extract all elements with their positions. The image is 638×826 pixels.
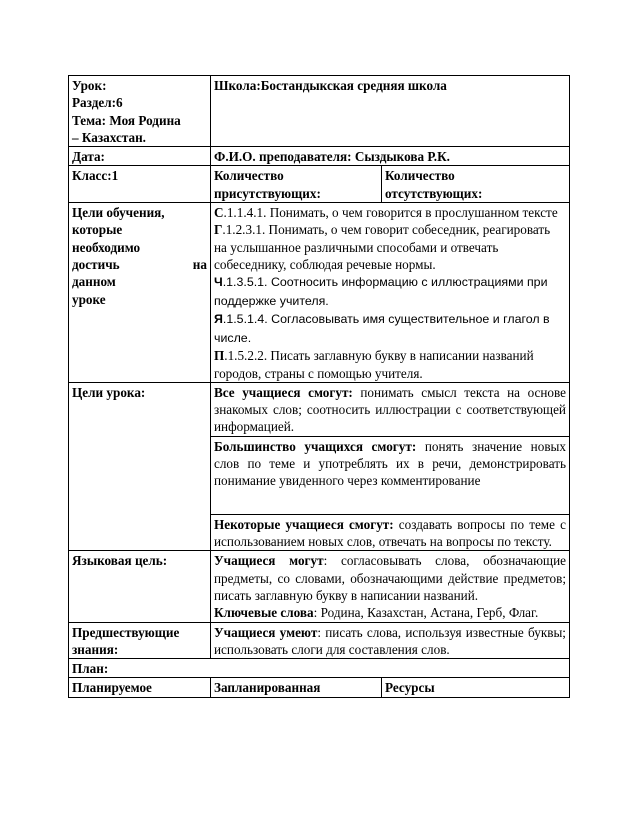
prior-knowledge-text: : писать слова, используя известные буквы; использовать слоги для составления слов.	[214, 624, 566, 657]
language-goal-row	[69, 551, 570, 622]
prior-knowledge-row	[69, 622, 570, 659]
goals-all-students	[211, 382, 570, 436]
goals-some-heading: Некоторые учащиеся смогут:	[214, 516, 394, 532]
goals-most-students	[211, 436, 570, 514]
plan-header-row	[69, 678, 570, 697]
learning-goals-label-6: уроке	[72, 291, 106, 307]
goals-all-text: понимать смысл текста на основе знакомых слов; соотносить иллюстрации с соответствующей информацией.	[214, 384, 567, 435]
learning-goals-content	[211, 203, 570, 383]
goal-item-writing	[214, 347, 566, 382]
language-goal-label: Языковая цель:	[69, 551, 211, 622]
learning-goals-label-1: Цели обучения,	[72, 205, 165, 221]
lesson-plan-table	[68, 75, 570, 698]
goal-text: .1.3.5.1. Соотносить информацию с иллюстрациями при поддержке учителя.	[214, 275, 548, 308]
goal-item-listening	[214, 204, 566, 221]
present-line-2: присутствующих:	[214, 185, 321, 201]
goals-some-students	[211, 514, 570, 551]
school-cell	[211, 76, 570, 147]
header-row	[69, 76, 570, 147]
learning-goals-label-3: необходимо	[72, 239, 141, 255]
learning-goals-label-4b: на	[192, 256, 207, 272]
goal-text: .1.2.3.1. Понимать, о чем говорит собеседник, реагировать на услышанное различными способами и отвечать собеседнику, соблюдая речевые нормы.	[214, 222, 551, 272]
plan-label: План:	[69, 659, 570, 678]
goal-code: Г	[214, 222, 223, 238]
absent-count-cell	[382, 166, 570, 203]
present-line-1: Количество	[214, 168, 284, 184]
topic-line-1: Тема: Моя Родина	[72, 112, 181, 128]
goal-text: .1.5.1.4. Согласовывать имя существительное и глагол в числе.	[214, 312, 550, 345]
learning-goals-label-5: данном	[72, 274, 116, 290]
learning-goals-label	[69, 203, 211, 383]
goal-item-reading	[214, 273, 566, 310]
prior-knowledge-content	[211, 622, 570, 659]
prior-knowledge-label	[69, 622, 211, 659]
school-name: Школа:Бостандыкская средняя школа	[214, 78, 447, 93]
present-count-cell	[211, 166, 382, 203]
plan-row	[69, 659, 570, 678]
topic-line-2: – Казахстан.	[72, 129, 146, 145]
goal-item-speaking	[214, 221, 566, 273]
prior-knowledge-label-1: Предшествующие	[72, 624, 180, 640]
goal-code: С	[214, 205, 224, 221]
language-goal-students-heading: Учащиеся могут	[214, 553, 324, 569]
absent-line-2: отсутствующих:	[385, 185, 483, 201]
goals-most-heading: Большинство учащихся смогут:	[214, 438, 417, 454]
teacher-name: Ф.И.О. преподавателя: Сыздыкова Р.К.	[211, 147, 570, 166]
goals-all-heading: Все учащиеся смогут:	[214, 384, 353, 400]
keywords-text: : Родина, Казахстан, Астана, Герб, Флаг.	[313, 605, 539, 621]
absent-line-1: Количество	[385, 168, 455, 184]
learning-goals-row	[69, 203, 570, 383]
goal-code: П	[214, 348, 225, 364]
date-row	[69, 147, 570, 166]
language-goal-students-text: : согласовывать слова, обозначающие предметы, со словами, обозначающими действие предметов; писать заглавную букву в написании названий.	[214, 553, 566, 603]
lesson-goals-label: Цели урока:	[69, 382, 211, 550]
date-label: Дата:	[69, 147, 211, 166]
goals-some-text: создавать вопросы по теме с использованием новых слов, отвечать на вопросы по тексту.	[214, 516, 566, 550]
learning-goals-label-4	[72, 256, 207, 273]
language-goal-content	[211, 551, 570, 622]
goal-item-language	[214, 310, 566, 347]
goal-text: .1.1.4.1. Понимать, о чем говорится в прослушанном тексте	[223, 205, 558, 221]
section-label: Раздел:6	[72, 95, 123, 111]
plan-col-planned: Планируемое	[69, 678, 211, 697]
goals-most-text: понять значение новых слов по теме и употреблять их в речи, демонстрировать понимание увиденного через комментирование	[214, 438, 566, 489]
learning-goals-label-2: которые	[72, 222, 123, 238]
class-row	[69, 166, 570, 203]
plan-col-scheduled: Запланированная	[211, 678, 382, 697]
lesson-goals-row-all	[69, 382, 570, 436]
learning-goals-label-4a: достичь	[72, 256, 120, 272]
goal-code: Ч	[214, 275, 223, 290]
class-label: Класс:1	[69, 166, 211, 203]
goal-text: .1.5.2.2. Писать заглавную букву в написании названий городов, страны с помощью учителя.	[214, 348, 534, 381]
language-goal-students	[214, 552, 566, 604]
prior-knowledge-label-2: знания:	[72, 641, 119, 657]
lesson-label: Урок:	[72, 78, 107, 93]
lesson-info-cell	[69, 76, 211, 147]
language-goal-keywords	[214, 604, 566, 621]
plan-col-resources: Ресурсы	[382, 678, 570, 697]
goal-code: Я	[214, 312, 223, 327]
keywords-heading: Ключевые слова	[214, 605, 314, 621]
prior-knowledge-heading: Учащиеся умеют	[214, 624, 318, 640]
